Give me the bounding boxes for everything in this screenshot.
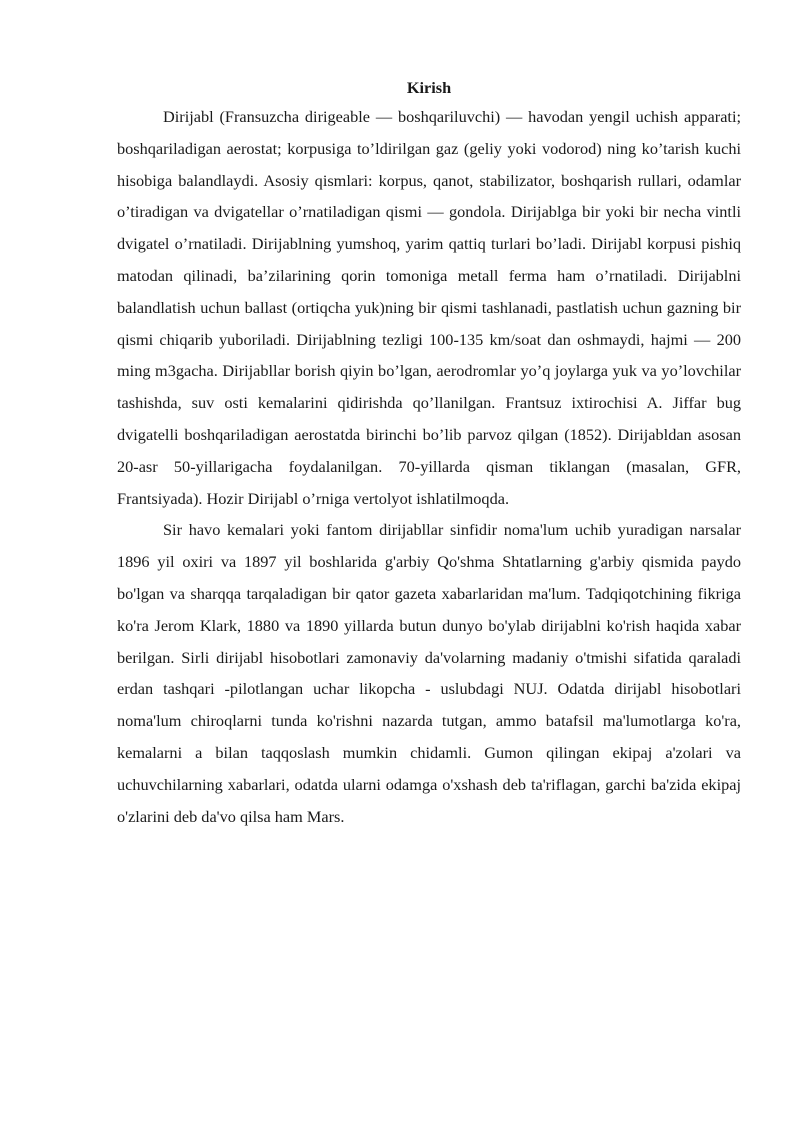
paragraph-2: Sir havo kemalari yoki fantom dirijabllar sinfidir noma'lum uchib yuradigan narsalar 1896 yil oxiri va 1897 yil boshlarida g'arbiy Qo'shma Shtatlarning g'arbiy qismida paydo bo'lgan va sharqqa tarqaladigan bir qator gazeta xabarlaridan ma'lum. Tadqiqotchining fikriga ko'ra Jerom Klark, 1880 va 1890 yillarda butun dunyo bo'ylab dirijablni ko'rish haqida xabar berilgan. Sirli dirijabl hisobotlari zamonaviy da'volarning madaniy o'tmishi sifatida qaraladi erdan tashqari -pilotlangan uchar likopcha - uslubdagi NUJ. Odatda dirijabl hisobotlari noma'lum chiroqlarni tunda ko'rishni nazarda tutgan, ammo batafsil ma'lumotlarga ko'ra, kemalarni a bilan taqqoslash mumkin chidamli. Gumon qilingan ekipaj a'zolari va uchuvchilarning xabarlari, odatda ularni odamga o'xshash deb ta'riflagan, garchi ba'zida ekipaj o'zlarini deb da'vo qilsa ham Mars. — [117, 520, 741, 826]
document-body — [117, 75, 741, 832]
page-title: Kirish — [406, 78, 452, 97]
paragraph-1: Dirijabl (Fransuzcha dirigeable — boshqariluvchi) — havodan yengil uchish apparati; boshqariladigan aerostat; korpusiga to’ldirilgan gaz (geliy yoki vodorod) ning ko’tarish kuchi hisobiga balandlaydi. Asosiy qismlari: korpus, qanot, stabilizator, boshqarish rullari, odamlar o’tiradigan va dvigatellar o’rnatiladigan qismi — gondola. Dirijablga bir yoki bir necha vintli dvigatel o’rnatiladi. Dirijablning yumshoq, yarim qattiq turlari bo’ladi. Dirijabl korpusi pishiq matodan qilinadi, ba’zilarining qorin tomoniga metall ferma ham o’rnatiladi. Dirijablni balandlatish uchun ballast (ortiqcha yuk)ning bir qismi tashlanadi, pastlatish uchun gazning bir qismi chiqarib yuboriladi. Dirijablning tezligi 100-135 km/soat dan oshmaydi, hajmi — 200 ming m3gacha. Dirijabllar borish qiyin bo’lgan, aerodromlar yo’q joylarga yuk va yo’lovchilar tashishda, suv osti kemalarini qidirishda qo’llanilgan. Frantsuz ixtirochisi A. Jiffar bug dvigatelli boshqariladigan aerostatda birinchi bo’lib parvoz qilgan (1852). Dirijabldan asosan 20-asr 50-yillarigacha foydalanilgan. 70-yillarda qisman tiklangan (masalan, GFR, Frantsiyada). Hozir Dirijabl o’rniga vertolyot ishlatilmoqda. — [117, 107, 741, 508]
